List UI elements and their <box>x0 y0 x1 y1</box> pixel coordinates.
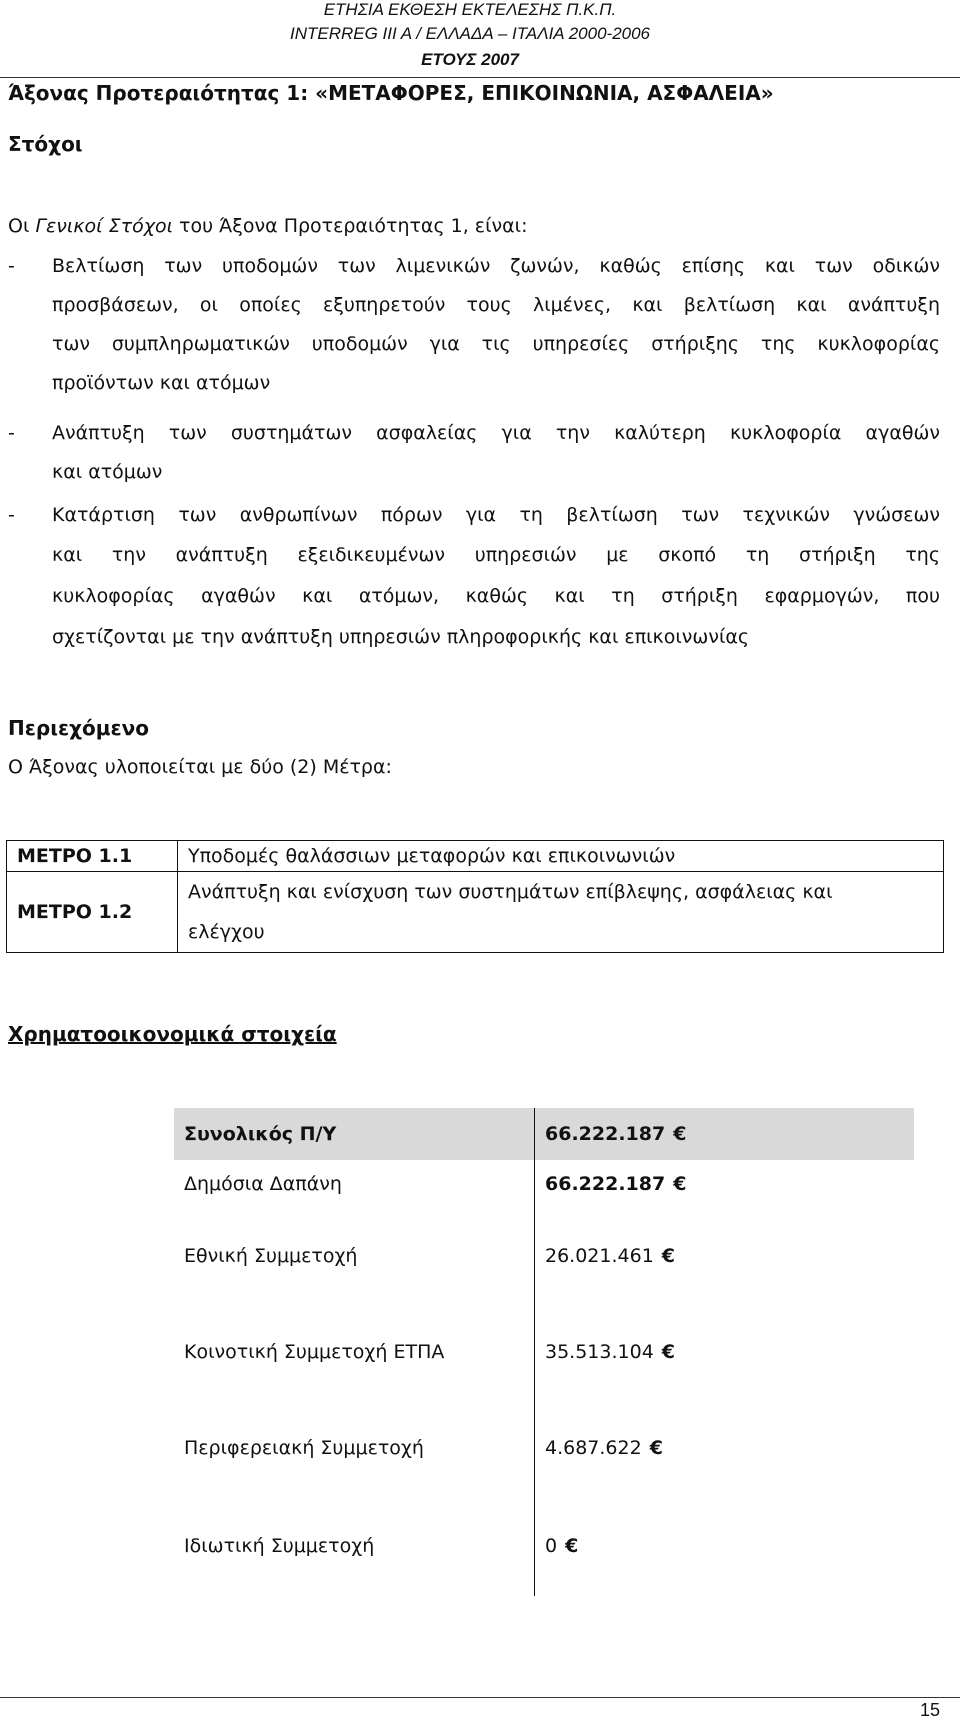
bullet-1-line-2: προσβάσεων, οι οποίες εξυπηρετούν τους λιμένες, και βελτίωση και ανάπτυξη <box>52 294 940 316</box>
bullet-3-line-4: σχετίζονται με την ανάπτυξη υπηρεσιών πληροφορικής και επικοινωνίας <box>52 626 750 648</box>
financial-value-cell <box>535 1304 915 1400</box>
financial-value-cell <box>535 1160 915 1208</box>
financial-label: Κοινοτική Συμμετοχή ΕΤΠΑ <box>174 1304 535 1400</box>
euro-icon: € <box>649 1437 663 1459</box>
bullet-3-line-1: Κατάρτιση των ανθρωπίνων πόρων για τη βελτίωση των τεχνικών γνώσεων <box>52 504 940 526</box>
bullet-dash: - <box>8 422 15 444</box>
measure-description-line: Υποδομές θαλάσσιων μεταφορών και επικοινωνιών <box>188 845 676 867</box>
goals-intro-italic: Γενικοί Στόχοι <box>35 215 173 237</box>
financial-label: Περιφερειακή Συμμετοχή <box>174 1400 535 1496</box>
bullet-3-line-3: κυκλοφορίας αγαθών και ατόμων, καθώς και τη στήριξη εφαρμογών, που <box>52 585 940 607</box>
financial-heading: Χρηματοοικονομικά στοιχεία <box>8 1022 337 1046</box>
table-row <box>174 1160 914 1208</box>
bullet-3-line-2: και την ανάπτυξη εξειδικευμένων υπηρεσιών με σκοπό τη στήριξη της <box>52 544 940 566</box>
euro-icon: € <box>565 1535 579 1557</box>
financial-value: 66.222.187 <box>545 1123 666 1145</box>
bullet-1-line-4: προϊόντων και ατόμων <box>52 372 271 394</box>
table-row <box>174 1496 914 1596</box>
bullet-dash: - <box>8 504 15 526</box>
euro-icon: € <box>661 1341 676 1363</box>
bullet-1-line-1: Βελτίωση των υποδομών των λιμενικών ζωνών, καθώς επίσης και των οδικών <box>52 255 940 277</box>
goals-intro-suffix: του Άξονα Προτεραιότητας 1, είναι: <box>173 215 528 237</box>
report-header-year: ΕΤΟΥΣ 2007 <box>421 50 519 69</box>
measures-table <box>6 840 944 953</box>
table-row <box>174 1208 914 1304</box>
financial-value: 66.222.187 <box>545 1173 666 1195</box>
euro-icon: € <box>661 1245 676 1267</box>
bullet-dash: - <box>8 255 15 277</box>
goals-intro-prefix: Οι <box>8 215 36 237</box>
financial-value: 26.021.461 <box>545 1245 654 1267</box>
measure-description-line: ελέγχου <box>188 921 265 943</box>
financial-label: Εθνική Συμμετοχή <box>174 1208 535 1304</box>
goals-intro <box>8 215 527 237</box>
measure-code: ΜΕΤΡΟ 1.1 <box>7 841 178 872</box>
goals-heading: Στόχοι <box>8 132 83 156</box>
euro-icon: € <box>673 1173 687 1195</box>
financial-value: 4.687.622 <box>545 1437 642 1459</box>
euro-icon: € <box>673 1123 687 1145</box>
content-heading: Περιεχόμενο <box>8 716 149 740</box>
financial-value-cell <box>535 1496 915 1596</box>
table-row <box>7 872 944 953</box>
financial-value-cell <box>535 1208 915 1304</box>
financial-label: Ιδιωτική Συμμετοχή <box>174 1496 535 1596</box>
axis-title: Άξονας Προτεραιότητας 1: «ΜΕΤΑΦΟΡΕΣ, ΕΠΙΚΟΙΝΩΝΙΑ, ΑΣΦΑΛΕΙΑ» <box>8 81 774 105</box>
financial-value-cell <box>535 1400 915 1496</box>
table-row <box>174 1400 914 1496</box>
page-number: 15 <box>919 1700 940 1720</box>
content-text: Ο Άξονας υλοποιείται με δύο (2) Μέτρα: <box>8 756 392 778</box>
header-rule <box>0 77 960 78</box>
table-row <box>7 841 944 872</box>
measure-description-line: Ανάπτυξη και ενίσχυση των συστημάτων επίβλεψης, ασφάλειας και <box>188 881 833 903</box>
bullet-1-line-3: των συμπληρωματικών υποδομών για τις υπηρεσίες στήριξης της κυκλοφορίας <box>52 333 940 355</box>
footer-rule <box>0 1697 960 1698</box>
measure-description <box>178 841 944 872</box>
bullet-2-line-2: και ατόμων <box>52 461 163 483</box>
measure-code: ΜΕΤΡΟ 1.2 <box>7 872 178 953</box>
financial-value: 35.513.104 <box>545 1341 654 1363</box>
table-row <box>174 1304 914 1400</box>
financial-table <box>174 1108 914 1596</box>
financial-value: 0 <box>545 1535 558 1557</box>
report-header-line2: INTERREG III A / ΕΛΛΑΔΑ – ΙΤΑΛΙΑ 2000-2006 <box>289 24 651 43</box>
bullet-2-line-1: Ανάπτυξη των συστημάτων ασφαλείας για την καλύτερη κυκλοφορία αγαθών <box>52 422 940 444</box>
financial-label: Συνολικός Π/Υ <box>174 1108 535 1160</box>
table-row <box>174 1108 914 1160</box>
financial-value-cell <box>535 1108 915 1160</box>
measure-description <box>178 872 944 953</box>
financial-label: Δημόσια Δαπάνη <box>174 1160 535 1208</box>
report-header-line1: ΕΤΗΣΙΑ ΕΚΘΕΣΗ ΕΚΤΕΛΕΣΗΣ Π.Κ.Π. <box>323 0 617 19</box>
